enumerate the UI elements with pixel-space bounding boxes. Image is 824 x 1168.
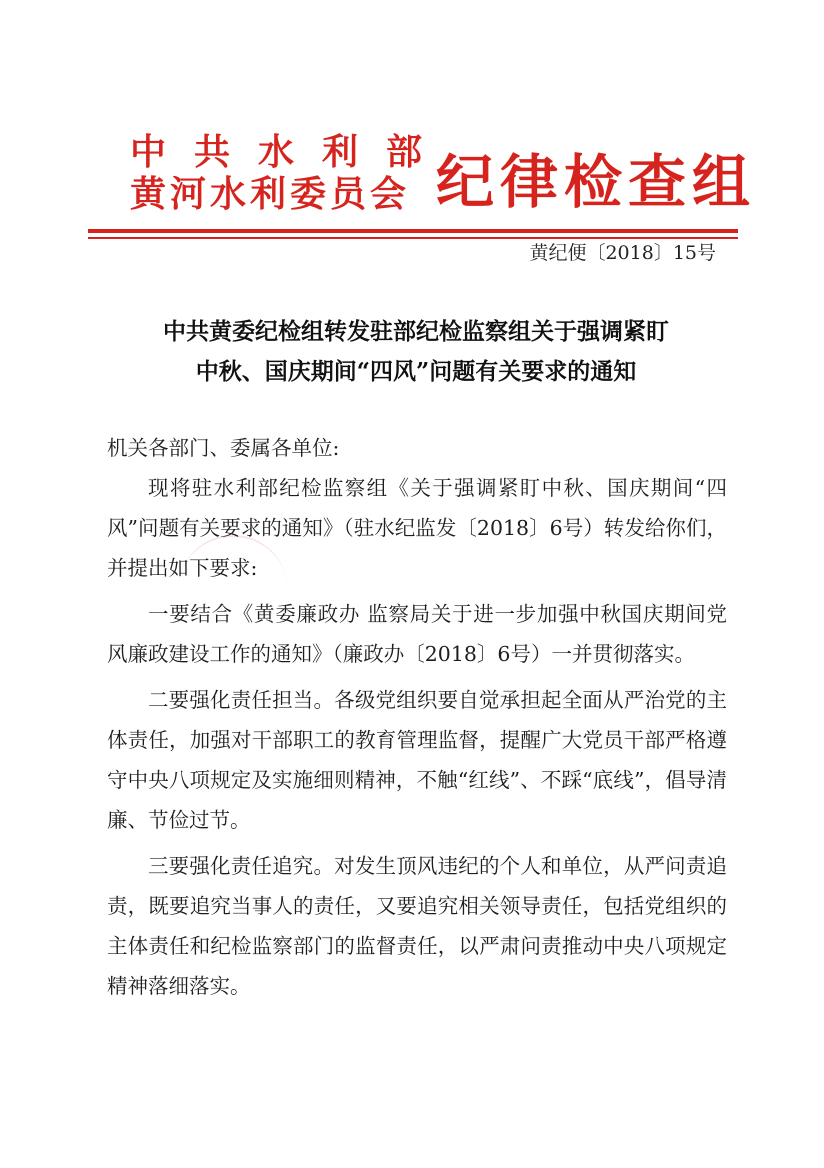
document-title [96,312,736,392]
org-name-line2: 黄河水利委员会 [130,173,411,215]
body-paragraph-4: 三要强化责任追究。对发生顶风违纪的个人和单位，从严问责追责，既要追究当事人的责任，又要追究相关领导责任，包括党组织的主体责任和纪检监察部门的监督责任，以严肃问责推动中央八项规定精神落细落实。 [107,854,727,998]
document-number: 黄纪便〔2018〕15号 [529,242,716,264]
letterhead-red-rule-thick [88,229,738,233]
letterhead-agency-name: 纪律检查组 [436,148,757,216]
salutation: 机关各部门、委属各单位: [107,436,340,460]
body-paragraph-1: 现将驻水利部纪检监察组《关于强调紧盯中秋、国庆期间“四风”问题有关要求的通知》（驻水纪监发〔2018〕6号）转发给你们，并提出如下要求: [107,476,727,580]
letterhead-red-rule-thin [88,237,738,239]
body-paragraph-3: 二要强化责任担当。各级党组织要自觉承担起全面从严治党的主体责任，加强对干部职工的教育管理监督，提醒广大党员干部严格遵守中央八项规定及实施细则精神，不触“红线”、不踩“底线”，倡导清廉、节俭过节。 [107,688,727,832]
org-name-line1: 中共水利部 [130,131,451,173]
document-body [107,428,727,1012]
body-paragraph-2: 一要结合《黄委廉政办 监察局关于进一步加强中秋国庆期间党风廉政建设工作的通知》（廉政办〔2018〕6号）一并贯彻落实。 [107,602,727,666]
letterhead-org-names [130,132,450,216]
title-line2: 中秋、国庆期间“四风”问题有关要求的通知 [195,358,637,385]
title-line1: 中共黄委纪检组转发驻部纪检监察组关于强调紧盯 [163,318,669,345]
